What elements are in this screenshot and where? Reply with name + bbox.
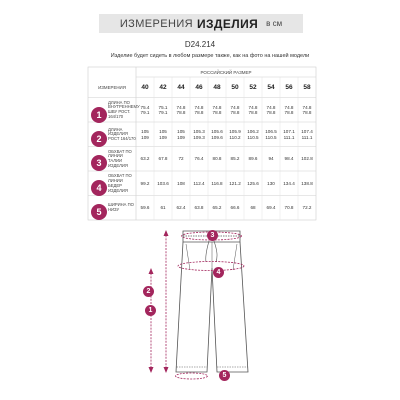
corner-label: ИЗМЕРЕНИЯ <box>98 84 126 90</box>
measurement-label: ОБХВАТ ПО ЛИНИИ БЕДЕР ИЗДЕЛИЯ <box>108 173 132 193</box>
row-marker-4: 4 <box>91 180 107 196</box>
size-col: 58 <box>303 83 311 91</box>
size-col: 48 <box>213 83 221 91</box>
row-marker-2: 2 <box>91 131 107 147</box>
table-cell: 98.4 <box>284 156 294 162</box>
table-cell: 65.2 <box>212 205 222 211</box>
size-col: 54 <box>267 83 275 91</box>
table-cell: 75.4 79.1 <box>140 104 150 116</box>
table-cell: 134.4 <box>283 180 295 186</box>
table-cell: 63.2 <box>140 156 150 162</box>
table-cell: 70.8 <box>284 205 294 211</box>
size-col: 42 <box>159 83 167 91</box>
table-cell: 103.6 <box>157 180 169 186</box>
table-cell: 75.1 79.1 <box>158 104 168 116</box>
table-cell: 69.4 <box>266 205 276 211</box>
table-cell: 125.6 <box>247 180 259 186</box>
table-cell: 121.2 <box>229 180 241 186</box>
table-cell: 74.8 78.8 <box>284 104 294 116</box>
measurement-label: ДЛИНА ПО ВНУТРЕННЕМУ ШВУ РОСТ. 164/170 <box>108 99 140 120</box>
table-cell: 59.6 <box>140 205 150 211</box>
row-marker-5: 5 <box>91 204 107 220</box>
table-cell: 63.8 <box>194 205 204 211</box>
fit-note: Изделие будет сидеть в любом размере также, как на фото на нашей модели <box>110 53 310 59</box>
table-cell: 72.2 <box>302 205 312 211</box>
title-garment: ИЗДЕЛИЯ <box>196 16 259 31</box>
size-col: 50 <box>231 83 239 91</box>
size-col: 56 <box>285 83 293 91</box>
table-cell: 105.6 109.6 <box>211 129 223 140</box>
table-cell: 62.4 <box>176 205 186 211</box>
size-group-header: РОССИЙСКИЙ РАЗМЕР <box>200 70 252 75</box>
diagram-marker-5: 5 <box>219 370 230 381</box>
table-cell: 116.8 <box>211 180 223 186</box>
size-col: 52 <box>249 83 257 91</box>
trousers-outline <box>176 231 248 372</box>
table-cell: 74.8 78.8 <box>176 104 186 116</box>
table-cell: 108 <box>177 180 185 186</box>
diagram-marker-3: 3 <box>207 230 218 241</box>
title-measurements: ИЗМЕРЕНИЯ <box>119 17 193 30</box>
size-col: 46 <box>195 83 203 91</box>
table-cell: 105 109 <box>177 129 185 140</box>
table-cell: 68 <box>250 205 256 211</box>
diagram-marker-4: 4 <box>213 267 224 278</box>
table-cell: 67.8 <box>158 156 168 162</box>
measurement-lines <box>149 230 245 379</box>
table-cell: 105.3 109.3 <box>193 129 205 140</box>
table-cell: 99.2 <box>140 180 150 186</box>
table-cell: 74.8 78.8 <box>302 104 312 116</box>
table-cell: 105 109 <box>141 129 149 140</box>
table-cell: 74.8 78.8 <box>266 104 276 116</box>
table-cell: 80.8 <box>212 156 222 162</box>
table-cell: 74.8 78.8 <box>212 104 222 116</box>
table-cell: 130 <box>267 180 275 186</box>
diagram-marker-1: 1 <box>145 305 156 316</box>
measurement-label: ОБХВАТ ПО ЛИНИИ ТАЛИИ ИЗДЕЛИЯ <box>108 148 132 169</box>
table-cell: 138.8 <box>301 180 313 186</box>
size-col: 40 <box>141 83 149 91</box>
table-cell: 85.2 <box>230 156 240 162</box>
table-cell: 94 <box>268 156 274 162</box>
table-cell: 74.8 78.8 <box>194 104 204 116</box>
table-cell: 106.2 110.5 <box>247 129 259 140</box>
measurement-label: ДЛИНА ИЗДЕЛИЯ РОСТ 164/170 <box>108 126 136 142</box>
size-col: 44 <box>177 83 185 91</box>
diagram-marker-2: 2 <box>143 286 154 297</box>
measurement-label: ШИРИНА ПО НИЗУ <box>108 202 134 213</box>
title-unit: в см <box>266 19 283 28</box>
table-cell: 102.8 <box>301 156 313 162</box>
table-cell: 76.4 <box>194 156 204 162</box>
table-cell: 72 <box>178 156 184 162</box>
table-cell: 107.4 111.1 <box>301 129 313 140</box>
table-cell: 66.6 <box>230 205 240 211</box>
table-cell: 74.8 78.8 <box>230 104 240 116</box>
table-cell: 106.5 110.5 <box>265 129 277 140</box>
table-cell: 89.6 <box>248 156 258 162</box>
table-cell: 61 <box>160 205 166 211</box>
table-cell: 74.8 78.8 <box>248 104 258 116</box>
row-marker-1: 1 <box>91 107 107 123</box>
row-marker-3: 3 <box>91 155 107 171</box>
table-cell: 107.1 111.1 <box>283 129 295 140</box>
table-cell: 105 109 <box>159 129 167 140</box>
table-cell: 105.9 110.2 <box>229 129 241 140</box>
model-code: D24.214 <box>184 40 216 49</box>
table-cell: 112.4 <box>193 180 205 186</box>
